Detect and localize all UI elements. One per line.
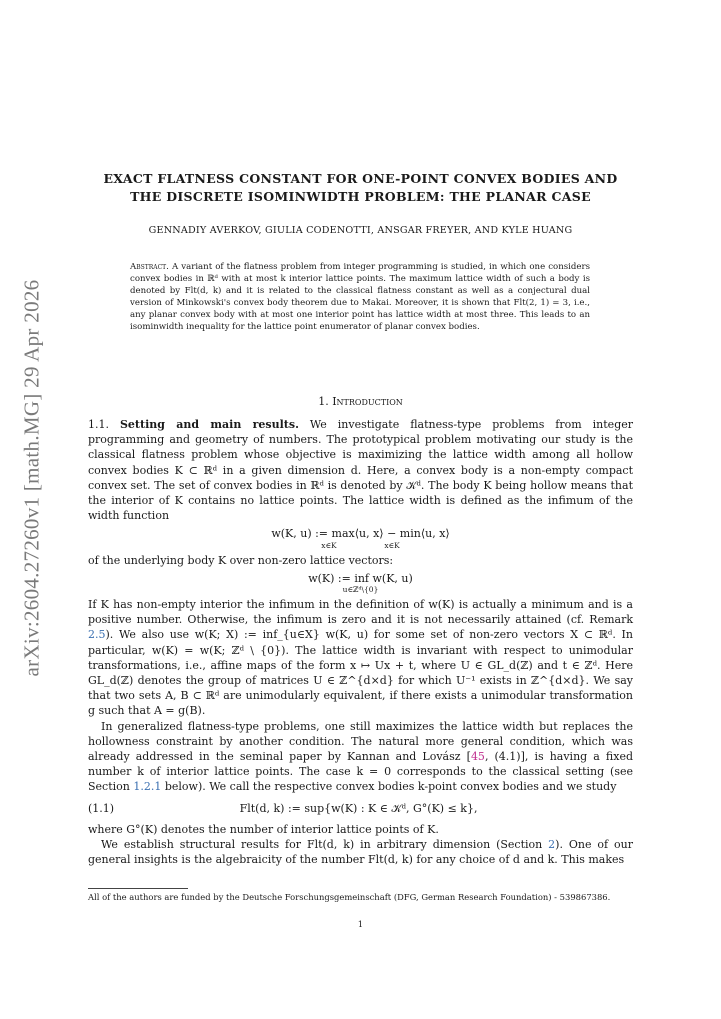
paragraph-3-part-a: If K has non-empty interior the infimum in the definition of w(K) is actually a minimum and is a positive number. Otherwise, the infimum is zero and it is not necessarily attained (cf. Remark xyxy=(88,598,633,627)
remark-link[interactable]: 2.5 xyxy=(88,628,106,642)
equation-flt-body: Flt(d, k) := sup{w(K) : K ∈ 𝒦ᵈ, G°(K) ≤ k}, xyxy=(239,801,478,815)
equation-lattice-width-main: w(K) := inf w(K, u) xyxy=(308,571,413,585)
paper-title xyxy=(88,170,633,206)
equation-lattice-width xyxy=(88,571,633,594)
arxiv-sidebar-stamp xyxy=(12,268,52,688)
subsection-title: Setting and main results. xyxy=(119,418,299,431)
paragraph-1-text: We investigate flatness-type problems from integer programming and geometry of numbers. The prototypical problem motivating our study is the classical flatness problem whose objective is maximizing the lattice width among all hollow convex bodies K ⊂ ℝᵈ in a given dimension d. Here, a convex body is a non-empty compact convex set. The set of convex bodies in ℝᵈ is denoted by 𝒦ᵈ. The body K being hollow means that the interior of K contains no lattice points. The lattice width is defined as the infimum of the width function xyxy=(88,418,634,523)
paragraph-6 xyxy=(88,837,633,867)
body-text xyxy=(88,417,633,867)
author-list: GENNADIY AVERKOV, GIULIA CODENOTTI, ANSGAR FREYER, AND KYLE HUANG xyxy=(148,225,573,236)
paragraph-3-part-b: ). We also use w(K; X) := inf_{u∈X} w(K, u) for some set of non-zero vectors X ⊂ ℝᵈ. In particular, w(K) = w(K; ℤᵈ \ {0}). The lattice width is invariant with respect to unimodular transformations, i.e., affine maps of the form x ↦ Ux + t, where U ∈ GL_d(ℤ) and t ∈ ℤᵈ. Here GL_d(ℤ) denotes the group of matrices U ∈ ℤ^{d×d} for which U⁻¹ exists in ℤ^{d×d}. We say that two sets A, B ⊂ ℝᵈ are unimodularly equivalent, if there exists a unimodular transformation g such that A = g(B). xyxy=(88,628,633,718)
paragraph-3 xyxy=(88,597,633,719)
subsection-number: 1.1. xyxy=(88,418,109,431)
paragraph-4-part-c: below). We call the respective convex bodies k-point convex bodies and we study xyxy=(161,780,617,794)
paragraph-1 xyxy=(88,417,633,523)
abstract-label: Abstract. xyxy=(130,262,169,272)
equation-number: (1.1) xyxy=(88,801,115,815)
paragraph-6-part-a: We establish structural results for Flt(d, k) in arbitrary dimension (Section xyxy=(101,838,549,852)
paragraph-2: of the underlying body K over non-zero lattice vectors: xyxy=(88,553,394,567)
paragraph-6-part-b: ). One of our general insights is the algebraicity of the number Flt(d, k) for any choice of d and k. This makes xyxy=(88,838,633,867)
citation-link[interactable]: 45 xyxy=(470,750,485,764)
section-heading: 1. Introduction xyxy=(318,395,403,408)
paragraph-4-part-b: , (4.1)], is having a fixed number k of interior lattice points. The case k = 0 corresponds to the classical setting (see Section xyxy=(88,750,633,794)
equation-lattice-width-sub: u∈ℤᵈ\{0} xyxy=(342,585,379,595)
arxiv-identifier: arXiv:2604.27260v1 [math.MG] 29 Apr 2026 xyxy=(19,279,44,677)
footnote: All of the authors are funded by the Deutsche Forschungsgemeinschaft (DFG, German Research Foundation) - 539867386. xyxy=(88,892,611,902)
equation-width-function xyxy=(88,526,633,549)
section-2-link[interactable]: 2 xyxy=(548,838,556,852)
section-link[interactable]: 1.2.1 xyxy=(133,780,162,794)
footnote-rule xyxy=(88,888,188,889)
paragraph-5: where G°(K) denotes the number of interior lattice points of K. xyxy=(88,822,439,836)
equation-flt xyxy=(88,801,633,816)
title-line-1: EXACT FLATNESS CONSTANT FOR ONE-POINT CONVEX BODIES AND xyxy=(103,171,618,186)
page-number: 1 xyxy=(357,920,364,930)
abstract-text: A variant of the flatness problem from integer programming is studied, in which one considers convex bodies in ℝᵈ with at most k interior lattice points. The maximum lattice width of such a body is denoted by Flt(d, k) and it is related to the classical flatness constant as well as a conjectural dual version of Minkowski's convex body theorem due to Makai. Moreover, it is shown that Flt(2, 1) = 3, i.e., any planar convex body with at most one interior point has lattice width at most three. This leads to an isominwidth inequality for the lattice point enumerator of planar convex bodies. xyxy=(130,262,591,333)
paragraph-4-part-a: In generalized flatness-type problems, one still maximizes the lattice width but replaces the hollowness constraint by another condition. The natural more general condition, which was already addressed in the seminal paper by Kannan and Lovász [ xyxy=(88,719,633,764)
abstract xyxy=(130,261,590,334)
equation-width-function-sub: x∈K x∈K xyxy=(321,540,400,550)
equation-width-function-main: w(K, u) := max⟨u, x⟩ − min⟨u, x⟩ xyxy=(271,527,450,541)
title-line-2: THE DISCRETE ISOMINWIDTH PROBLEM: THE PLANAR CASE xyxy=(130,189,591,204)
paragraph-4 xyxy=(88,719,633,795)
